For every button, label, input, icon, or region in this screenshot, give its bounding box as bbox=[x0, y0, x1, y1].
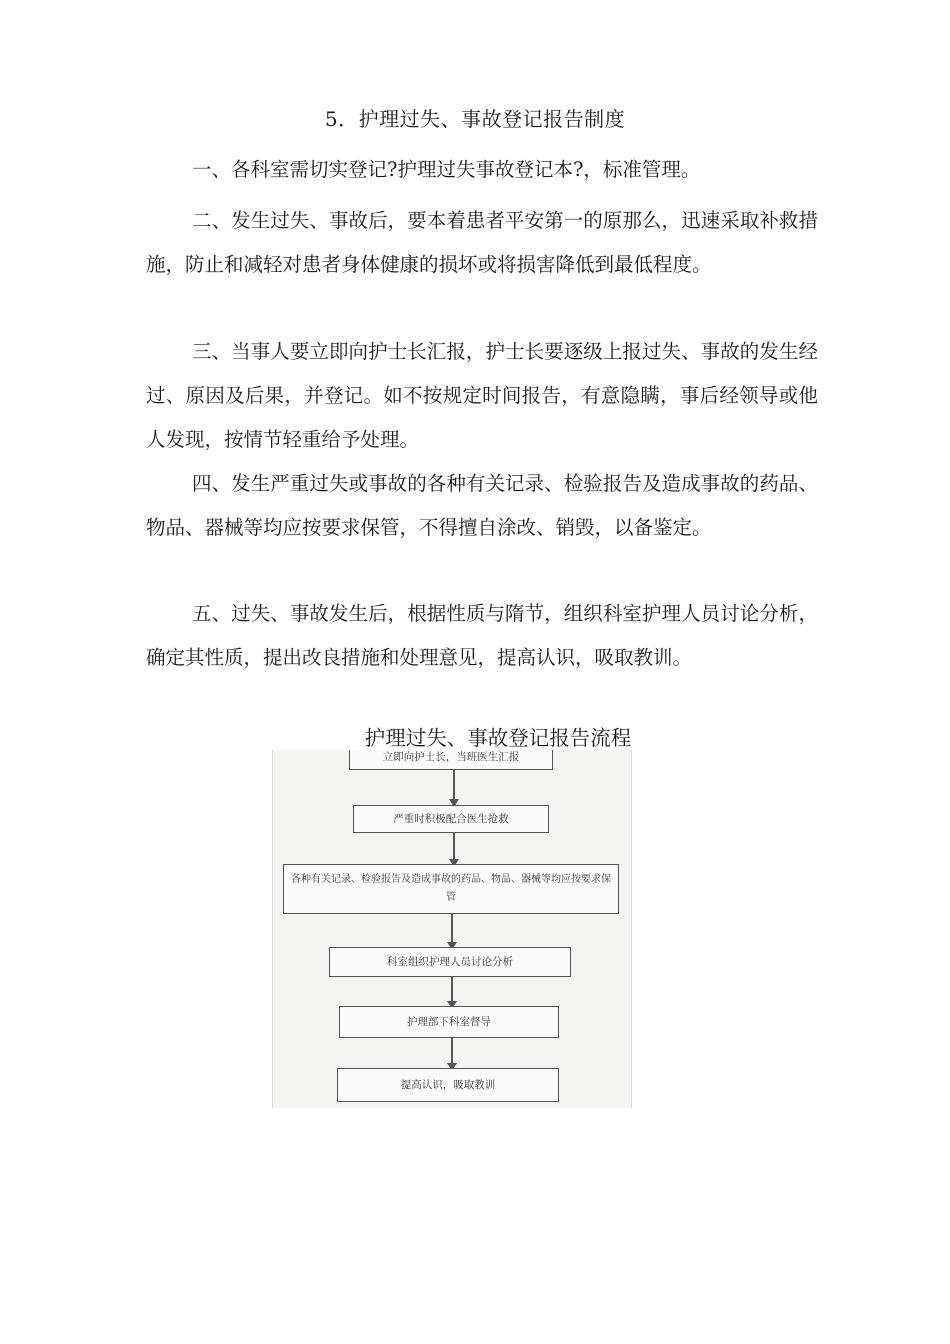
flowchart-image bbox=[272, 750, 632, 1108]
flow-step-lessons: 提高认识，吸取教训 bbox=[337, 1068, 559, 1102]
flow-step-supervision: 护理部下科室督导 bbox=[339, 1006, 559, 1038]
flow-step-rescue: 严重时积极配合医生抢救 bbox=[353, 805, 549, 833]
paragraph-1: 一、各科室需切实登记?护理过失事故登记本?，标准管理。 bbox=[192, 158, 701, 181]
flow-arrow bbox=[451, 1038, 453, 1064]
flow-step-discussion: 科室组织护理人员讨论分析 bbox=[329, 947, 571, 977]
flowchart-title: 护理过失、事故登记报告流程 bbox=[364, 726, 632, 750]
document-title: 5．护理过失、事故登记报告制度 bbox=[324, 107, 626, 131]
paragraph-2: 二、发生过失、事故后，要本着患者平安第一的原那么，迅速采取补救措施，防止和减轻对患者身体健康的损坏或将损害降低到最低程度。 bbox=[146, 209, 818, 276]
flow-step-preserve: 各种有关记录、检验报告及造成事故的药品、物品、器械等均应按要求保管 bbox=[283, 864, 619, 914]
flow-arrow bbox=[451, 977, 453, 1002]
paragraph-3: 三、当事人要立即向护士长汇报，护士长要逐级上报过失、事故的发生经过、原因及后果，并登记。如不按规定时间报告，有意隐瞒，事后经领导或他人发现，按情节轻重给予处理。 bbox=[146, 340, 818, 451]
flow-arrow bbox=[453, 833, 455, 860]
flow-arrow bbox=[451, 914, 453, 943]
flow-arrow bbox=[453, 770, 455, 800]
paragraph-5: 五、过失、事故发生后，根据性质与隋节，组织科室护理人员讨论分析，确定其性质，提出改良措施和处理意见，提高认识，吸取教训。 bbox=[146, 602, 818, 669]
flow-step-report: 立即向护士长，当班医生汇报 bbox=[349, 750, 553, 770]
paragraph-4: 四、发生严重过失或事故的各种有关记录、检验报告及造成事故的药品、物品、器械等均应按要求保管，不得擅自涂改、销毁，以备鉴定。 bbox=[146, 472, 818, 539]
